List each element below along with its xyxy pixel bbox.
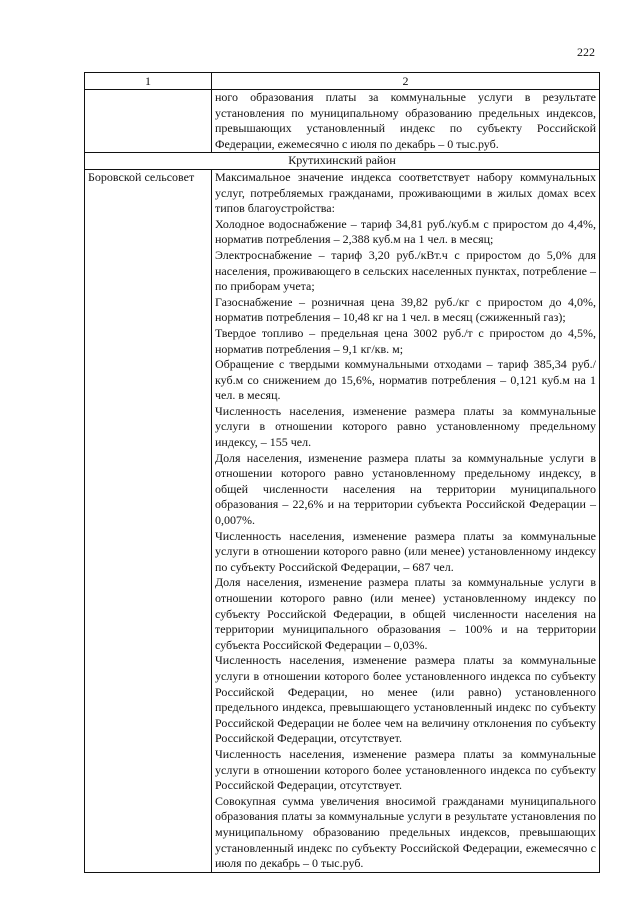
paragraph-solid-fuel: Твердое топливо – предельная цена 3002 руб./т с приростом до 4,5%, норматив потребления – 9,1 кг/кв. м; — [215, 325, 596, 356]
paragraph-population-subject-index: Численность населения, изменение размера платы за коммунальные услуги в отношении которого равно (или менее) установленному индексу по субъекту Российской Федерации, – 687 чел. — [215, 528, 596, 574]
table-row-district — [85, 153, 600, 170]
paragraph-cold-water: Холодное водоснабжение – тариф 34,81 руб./куб.м с приростом до 4,4%, норматив потребления – 2,388 куб.м на 1 чел. в месяц; — [215, 216, 596, 247]
paragraph-electricity: Электроснабжение – тариф 3,20 руб./кВт.ч с приростом до 5,0% для населения, проживающего в сельских населенных пунктах, потребление – по приборам учета; — [215, 247, 596, 294]
paragraph-waste: Обращение с твердыми коммунальными отходами – тариф 385,34 руб./куб.м со снижением до 15,6%, норматив потребления – 0,121 куб.м на 1 чел. в месяц. — [215, 357, 596, 403]
paragraph-share-subject-index: Доля населения, изменение размера платы за коммунальные услуги в отношении которого равно (или менее) установленному индексу по субъекту Российской Федерации, в общей численности населения на территории муниципального образования – 100% и на территории субъекта Российской Федерации – 0,03%. — [215, 575, 596, 652]
paragraph-population-equal-limit: Численность населения, изменение размера платы за коммунальные услуги в отношении которого равно установленному предельному индексу, – 155 чел. — [215, 403, 596, 450]
page-number: 222 — [577, 45, 595, 59]
continuation-text: ного образования платы за коммунальные услуги в результате установления по муниципальному образованию предельных индексов, превышающих установленный индекс по субъекту Российской Федерации, ежемесячно с июля по декабрь – 0 тыс.руб. — [212, 90, 600, 153]
column-header-2: 2 — [212, 73, 600, 90]
table-row-municipality — [85, 169, 600, 872]
column-header-1: 1 — [85, 73, 212, 90]
paragraph-population-above-index: Численность населения, изменение размера платы за коммунальные услуги в отношении которого более установленного индекса по субъекту Российской Федерации, отсутствует. — [215, 746, 596, 793]
municipality-description — [212, 169, 600, 872]
empty-cell — [85, 90, 212, 153]
table-row-continuation — [85, 90, 600, 153]
tariff-table — [84, 72, 600, 873]
district-heading: Крутихинский район — [85, 153, 600, 170]
paragraph-total-increase: Совокупная сумма увеличения вносимой гражданами муниципального образования платы за коммунальные услуги в результате установления по муниципальному образованию предельных индексов, превышающих установленный индекс по субъекту Российской Федерации, ежемесячно с июля по декабрь – 0 тыс.руб. — [215, 793, 596, 871]
paragraph-population-deviation: Численность населения, изменение размера платы за коммунальные услуги в отношении которого более установленного индекса по субъекту Российской Федерации, но менее (или равно) установленного предельного индекса, превышающего установленный индекс по субъекту Российской Федерации не более чем на величину отклонения по субъекту Российской Федерации, отсутствует. — [215, 653, 596, 746]
paragraph-gas: Газоснабжение – розничная цена 39,82 руб./кг с приростом до 4,0%, норматив потребления – 10,48 кг на 1 чел. в месяц (сжиженный газ); — [215, 294, 596, 325]
paragraph-share-equal-limit: Доля населения, изменение размера платы за коммунальные услуги в отношении которого равно установленному предельному индексу, в общей численности населения на территории муниципального образования – 22,6% и на территории субъекта Российской Федерации – 0,007%. — [215, 450, 596, 528]
municipality-name: Боровской сельсовет — [85, 169, 212, 872]
paragraph-index-max: Максимальное значение индекса соответствует набору коммунальных услуг, потребляемых гражданами, проживающими в жилых домах всех типов благоустройства: — [215, 169, 596, 216]
table-header-row — [85, 73, 600, 90]
